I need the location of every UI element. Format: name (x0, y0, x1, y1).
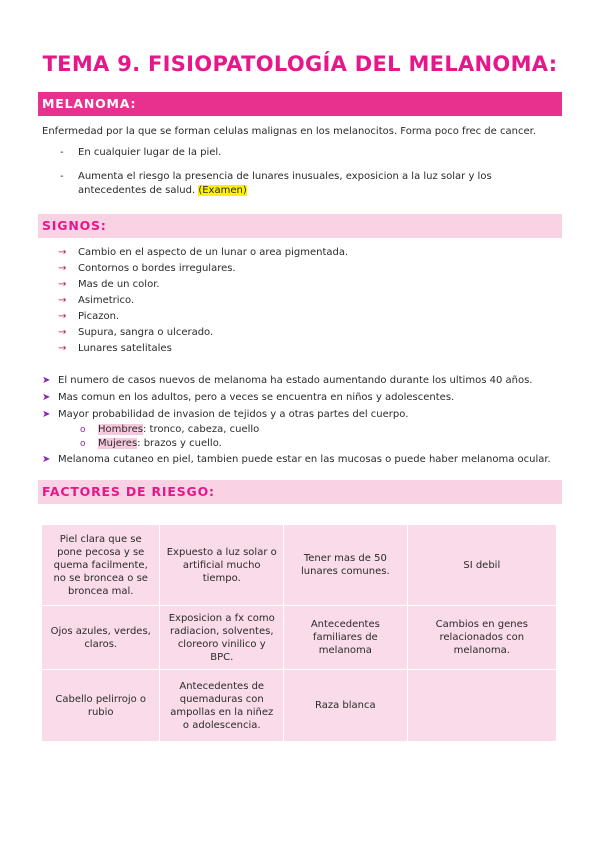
dash-bullet: - (60, 147, 64, 158)
list-item (42, 407, 562, 451)
table-cell: Piel clara que se pone pecosa y se quema facilmente, no se broncea o se broncea mal. (42, 525, 160, 606)
sub-list-item (78, 437, 562, 451)
triangle-bullet-icon: ➤ (42, 392, 51, 403)
list-item (58, 277, 538, 293)
table-cell: Tener mas de 50 lunares comunes. (284, 525, 408, 606)
melanoma-intro: Enfermedad por la que se forman celulas malignas en los melanocitos. Forma poco frec de cancer. (42, 126, 536, 137)
sub-text: : brazos y cuello. (137, 438, 222, 449)
list-item (58, 341, 538, 357)
circle-bullet-icon: o (80, 425, 86, 435)
signo-text: Supura, sangra o ulcerado. (78, 327, 214, 338)
arrow-icon: → (58, 327, 67, 338)
table-cell: Antecedentes familiares de melanoma (284, 606, 408, 670)
table-cell: Cabello pelirrojo o rubio (42, 670, 160, 742)
triangle-bullet-icon: ➤ (42, 375, 51, 386)
fact-text: Mayor probabilidad de invasion de tejidos y a otras partes del cuerpo. (58, 409, 409, 420)
arrow-icon: → (58, 247, 67, 258)
table-cell: Exposicion a fx como radiacion, solventes, cloreoro vinilico y BPC. (160, 606, 284, 670)
sub-list-item (78, 423, 562, 437)
dash-bullet: - (60, 171, 64, 182)
table-row (42, 606, 557, 670)
facts-list (42, 373, 562, 469)
fact-text: Mas comun en los adultos, pero a veces se encuentra en niños y adolescentes. (58, 392, 455, 403)
table-cell (407, 670, 556, 742)
list-item (58, 261, 538, 277)
table-cell: Expuesto a luz solar o artificial mucho tiempo. (160, 525, 284, 606)
sub-text: : tronco, cabeza, cuello (142, 424, 260, 435)
triangle-bullet-icon: ➤ (42, 409, 51, 420)
sub-label: Mujeres (98, 438, 138, 449)
table-cell: SI debil (407, 525, 556, 606)
table-cell: Raza blanca (284, 670, 408, 742)
point-text: Aumenta el riesgo la presencia de lunares inusuales, exposicion a la luz solar y los antecedentes de salud. (78, 171, 492, 196)
arrow-icon: → (58, 295, 67, 306)
exam-tag: (Examen) (198, 185, 247, 196)
arrow-icon: → (58, 311, 67, 322)
signo-text: Picazon. (78, 311, 120, 322)
list-item (58, 293, 538, 309)
fact-text: El numero de casos nuevos de melanoma ha estado aumentando durante los ultimos 40 años. (58, 375, 533, 386)
signo-text: Contornos o bordes irregulares. (78, 263, 236, 274)
melanoma-points (60, 146, 540, 208)
signo-text: Lunares satelitales (78, 343, 172, 354)
list-item (42, 390, 562, 406)
circle-bullet-icon: o (80, 439, 86, 449)
table-row (42, 525, 557, 606)
list-item (58, 325, 538, 341)
list-item (60, 146, 540, 160)
signo-text: Asimetrico. (78, 295, 135, 306)
signos-list (58, 245, 538, 357)
list-item (42, 452, 562, 468)
arrow-icon: → (58, 263, 67, 274)
risk-factors-table (41, 524, 557, 742)
section-header-melanoma: MELANOMA: (38, 92, 562, 116)
section-header-signos: SIGNOS: (38, 214, 562, 238)
list-item (58, 309, 538, 325)
sub-label: Hombres (98, 424, 143, 435)
arrow-icon: → (58, 343, 67, 354)
list-item (60, 170, 540, 198)
table-row (42, 670, 557, 742)
list-item (42, 373, 562, 389)
table-cell: Cambios en genes relacionados con melanoma. (407, 606, 556, 670)
point-text: En cualquier lugar de la piel. (78, 147, 222, 158)
table-cell: Antecedentes de quemaduras con ampollas en la niñez o adolescencia. (160, 670, 284, 742)
sub-list (58, 423, 562, 451)
section-header-factores: FACTORES DE RIESGO: (38, 480, 562, 504)
triangle-bullet-icon: ➤ (42, 454, 51, 465)
list-item (58, 245, 538, 261)
signo-text: Cambio en el aspecto de un lunar o area pigmentada. (78, 247, 349, 258)
signo-text: Mas de un color. (78, 279, 160, 290)
arrow-icon: → (58, 279, 67, 290)
fact-text: Melanoma cutaneo en piel, tambien puede estar en las mucosas o puede haber melanoma ocular. (58, 454, 551, 465)
table-cell: Ojos azules, verdes, claros. (42, 606, 160, 670)
page-title: TEMA 9. FISIOPATOLOGÍA DEL MELANOMA: (42, 52, 558, 76)
